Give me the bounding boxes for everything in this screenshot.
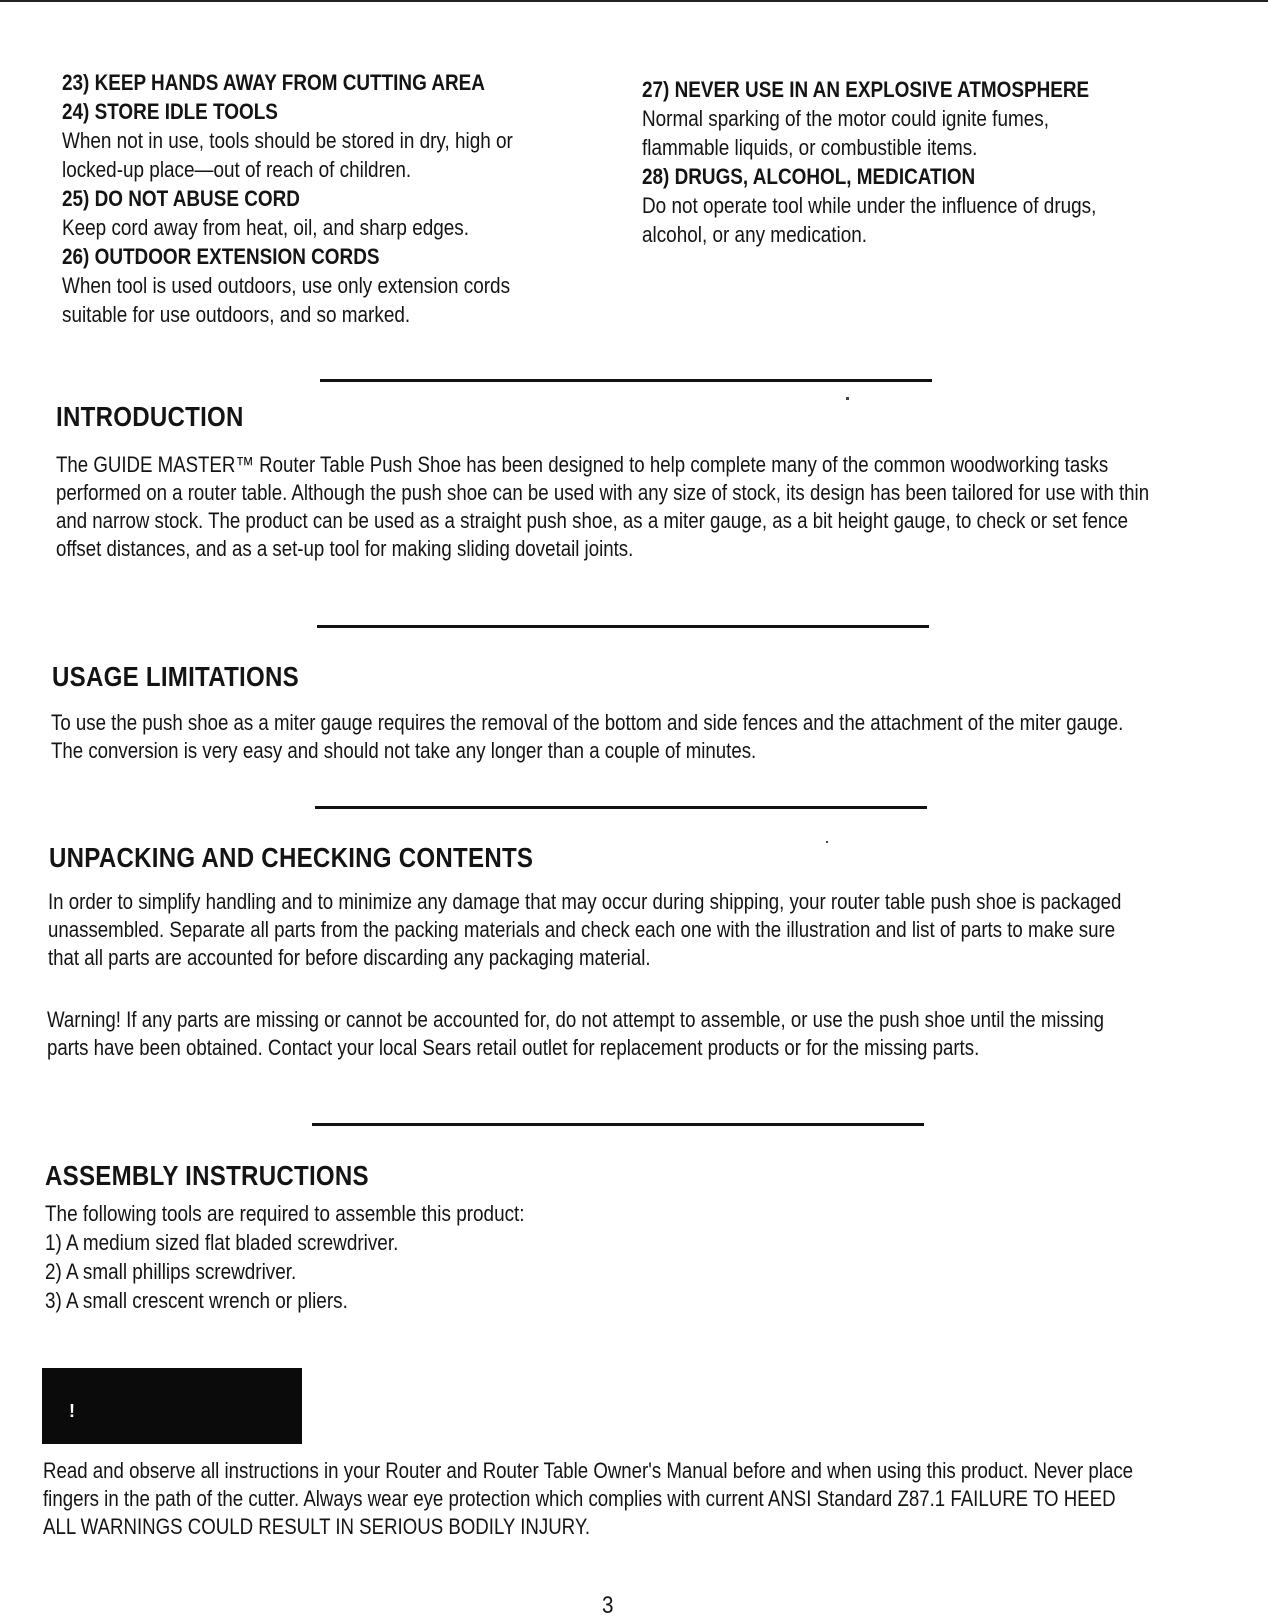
section-divider: [320, 379, 932, 382]
rule-26-text-line-1: When tool is used outdoors, use only extension cords: [62, 273, 511, 298]
safety-rules-right-column: [642, 75, 1170, 249]
introduction-body: The GUIDE MASTER™ Router Table Push Shoe has been designed to help complete many of the common woodworking tasks performed on a router table. Although the push shoe can be used with any size of stock, its design has been tailored for use with thin and narrow stock. The product can be used as a straight push shoe, as a miter gauge, as a bit height gauge, to check or set fence offset distances, and as a set-up tool for making sliding dovetail joints.: [56, 452, 1150, 561]
rule-28-text-line-2: alcohol, or any medication.: [642, 222, 868, 247]
rule-26-heading: 26) OUTDOOR EXTENSION CORDS: [62, 244, 380, 269]
assembly-intro: The following tools are required to assemble this product:: [45, 1201, 525, 1226]
list-item: 3) A small crescent wrench or pliers.: [45, 1288, 348, 1313]
rule-27-heading: 27) NEVER USE IN AN EXPLOSIVE ATMOSPHERE: [642, 77, 1090, 102]
rule-24-text-line-2: locked-up place—out of reach of children.: [62, 157, 412, 182]
page-number: 3: [602, 1592, 614, 1619]
unpacking-heading: UNPACKING AND CHECKING CONTENTS: [49, 842, 534, 873]
rule-25-heading: 25) DO NOT ABUSE CORD: [62, 186, 300, 211]
safety-rules-left-column: [62, 68, 586, 329]
introduction-heading: INTRODUCTION: [56, 401, 244, 432]
section-divider: [315, 806, 927, 809]
rule-26-text-line-2: suitable for use outdoors, and so marked.: [62, 302, 411, 327]
rule-27-text-line-2: flammable liquids, or combustible items.: [642, 135, 978, 160]
scan-speck: [826, 841, 828, 843]
warning-text: Read and observe all instructions in your Router and Router Table Owner's Manual before and when using this product. Never place fingers in the path of the cutter. Always wear eye protection which complies with current ANSI Standard Z87.1 FAILURE TO HEED ALL WARNINGS COULD RESULT IN SERIOUS BODILY INJURY.: [43, 1458, 1134, 1539]
warning-exclamation-icon: !: [69, 1401, 75, 1421]
top-border-line: [0, 0, 1268, 2]
rule-23-heading: 23) KEEP HANDS AWAY FROM CUTTING AREA: [62, 70, 485, 95]
assembly-heading: ASSEMBLY INSTRUCTIONS: [45, 1160, 369, 1191]
usage-limitations-body: To use the push shoe as a miter gauge requires the removal of the bottom and side fences and the attachment of the miter gauge. The conversion is very easy and should not take any longer than a couple of minutes.: [51, 710, 1124, 763]
rule-25-text: Keep cord away from heat, oil, and sharp edges.: [62, 215, 470, 240]
list-item: 1) A medium sized flat bladed screwdriver.: [45, 1230, 399, 1255]
rule-28-heading: 28) DRUGS, ALCOHOL, MEDICATION: [642, 164, 976, 189]
section-divider: [312, 1123, 924, 1126]
usage-limitations-heading: USAGE LIMITATIONS: [52, 661, 299, 692]
rule-24-heading: 24) STORE IDLE TOOLS: [62, 99, 278, 124]
rule-27-text-line-1: Normal sparking of the motor could ignite fumes,: [642, 106, 1049, 131]
list-item: 2) A small phillips screwdriver.: [45, 1259, 297, 1284]
scan-speck: [846, 397, 849, 400]
rule-28-text-line-1: Do not operate tool while under the influence of drugs,: [642, 193, 1097, 218]
assembly-tools-list: [45, 1199, 603, 1315]
section-divider: [317, 625, 929, 628]
unpacking-body: In order to simplify handling and to minimize any damage that may occur during shipping, your router table push shoe is packaged unassembled. Separate all parts from the packing materials and check each one with the illustration and list of parts to make sure that all parts are accounted for before discarding any packaging material.: [48, 889, 1122, 970]
rule-24-text-line-1: When not in use, tools should be stored in dry, high or: [62, 128, 513, 153]
warning-label-box: [42, 1368, 302, 1444]
unpacking-warning: Warning! If any parts are missing or cannot be accounted for, do not attempt to assemble, or use the push shoe until the missing parts have been obtained. Contact your local Sears retail outlet for replacement products or for the missing parts.: [47, 1007, 1105, 1060]
